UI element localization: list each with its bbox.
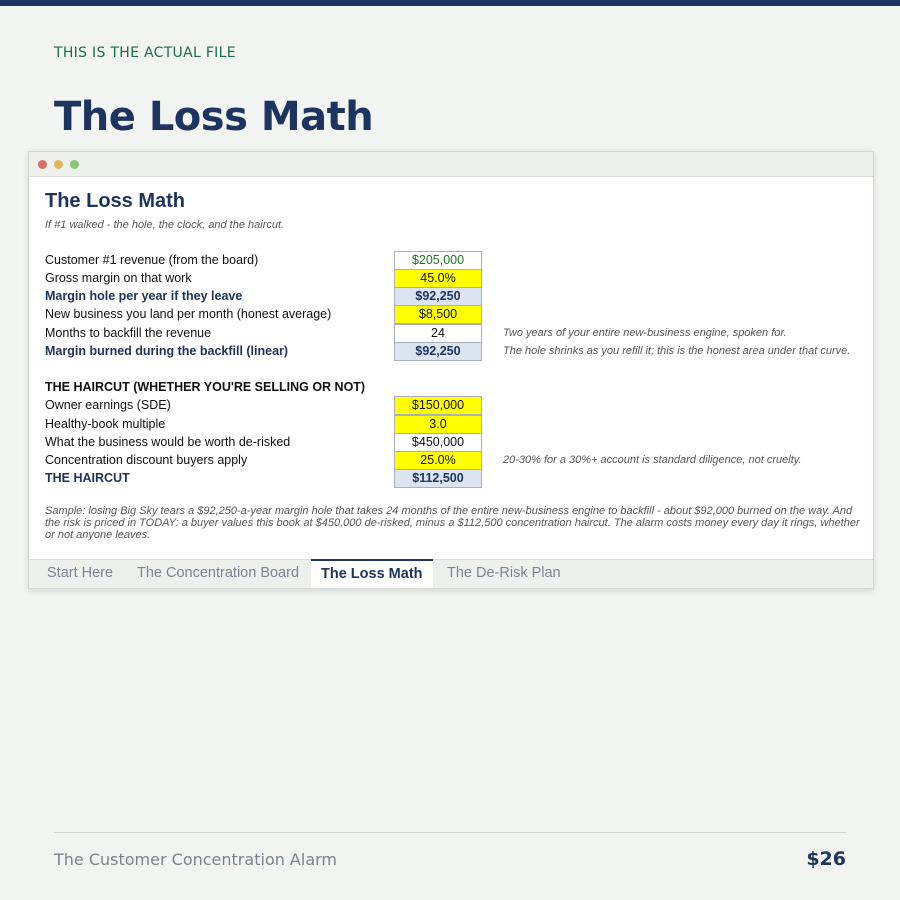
footer-divider <box>54 832 846 833</box>
row-label: Healthy-book multiple <box>45 417 166 431</box>
owner-earnings-input[interactable]: $150,000 <box>394 396 482 415</box>
sheet-subtitle: If #1 walked - the hole, the clock, and the haircut. <box>45 219 285 231</box>
tab-de-risk-plan[interactable]: The De-Risk Plan <box>447 565 561 581</box>
sample-note: Sample: losing Big Sky tears a $92,250-a-year margin hole that takes 24 months of the entire new-business engine to backfill - about $92,000 burned on the way. And the risk is priced in TODAY: a buyer values this book at $450,000 de-risked, minus a $112,500 concentration haircut. The alarm costs money every day it rings, whether or not anyone leaves. <box>45 505 860 541</box>
row-label: Months to backfill the revenue <box>45 326 212 340</box>
multiple-input[interactable]: 3.0 <box>394 415 482 434</box>
gross-margin-input[interactable]: 45.0% <box>394 269 482 288</box>
top-accent-bar <box>0 0 900 6</box>
new-business-input[interactable]: $8,500 <box>394 305 482 324</box>
row-new-business <box>29 305 873 323</box>
row-label: Owner earnings (SDE) <box>45 398 171 412</box>
customer-revenue-cell[interactable]: $205,000 <box>394 251 482 270</box>
section-header-haircut <box>29 378 873 396</box>
section-heading: THE HAIRCUT (WHETHER YOU'RE SELLING OR NOT) <box>45 380 366 394</box>
row-margin-burned <box>29 342 873 360</box>
eyebrow-label: THIS IS THE ACTUAL FILE <box>54 45 236 61</box>
row-label: What the business would be worth de-risked <box>45 435 291 449</box>
worth-derisked-cell[interactable]: $450,000 <box>394 433 482 452</box>
sheet-content <box>29 177 873 559</box>
minimize-window-icon[interactable] <box>54 160 63 169</box>
margin-burned-cell[interactable]: $92,250 <box>394 342 482 361</box>
row-label: New business you land per month (honest average) <box>45 307 332 321</box>
row-multiple <box>29 415 873 433</box>
row-label: Margin burned during the backfill (linear) <box>45 344 289 358</box>
tab-concentration-board[interactable]: The Concentration Board <box>137 565 300 581</box>
window-titlebar <box>29 152 873 177</box>
row-label: Margin hole per year if they leave <box>45 289 243 303</box>
close-window-icon[interactable] <box>38 160 47 169</box>
row-concentration-discount <box>29 451 873 469</box>
sheet-tab-bar <box>29 559 873 588</box>
spreadsheet-window <box>28 151 874 589</box>
row-label: Gross margin on that work <box>45 271 192 285</box>
months-backfill-cell[interactable]: 24 <box>394 324 482 343</box>
row-months-backfill <box>29 324 873 342</box>
row-margin-hole <box>29 287 873 305</box>
concentration-discount-input[interactable]: 25.0% <box>394 451 482 470</box>
row-label: THE HAIRCUT <box>45 471 130 485</box>
row-haircut <box>29 469 873 487</box>
row-owner-earnings <box>29 396 873 414</box>
row-customer-revenue <box>29 251 873 269</box>
row-gross-margin <box>29 269 873 287</box>
row-note: 20-30% for a 30%+ account is standard diligence, not cruelty. <box>503 454 802 466</box>
sheet-title: The Loss Math <box>45 190 186 212</box>
tab-loss-math[interactable]: The Loss Math <box>311 559 433 588</box>
row-label: Concentration discount buyers apply <box>45 453 248 467</box>
maximize-window-icon[interactable] <box>70 160 79 169</box>
row-note: Two years of your entire new-business engine, spoken for. <box>503 327 787 339</box>
product-price: $26 <box>806 848 846 870</box>
haircut-cell[interactable]: $112,500 <box>394 469 482 488</box>
row-note: The hole shrinks as you refill it; this is the honest area under that curve. <box>503 345 851 357</box>
tab-start-here[interactable]: Start Here <box>47 565 114 581</box>
row-label: Customer #1 revenue (from the board) <box>45 253 259 267</box>
row-worth-derisked <box>29 433 873 451</box>
margin-hole-cell[interactable]: $92,250 <box>394 287 482 306</box>
product-title: The Customer Concentration Alarm <box>54 850 337 869</box>
page-title: The Loss Math <box>54 94 374 140</box>
